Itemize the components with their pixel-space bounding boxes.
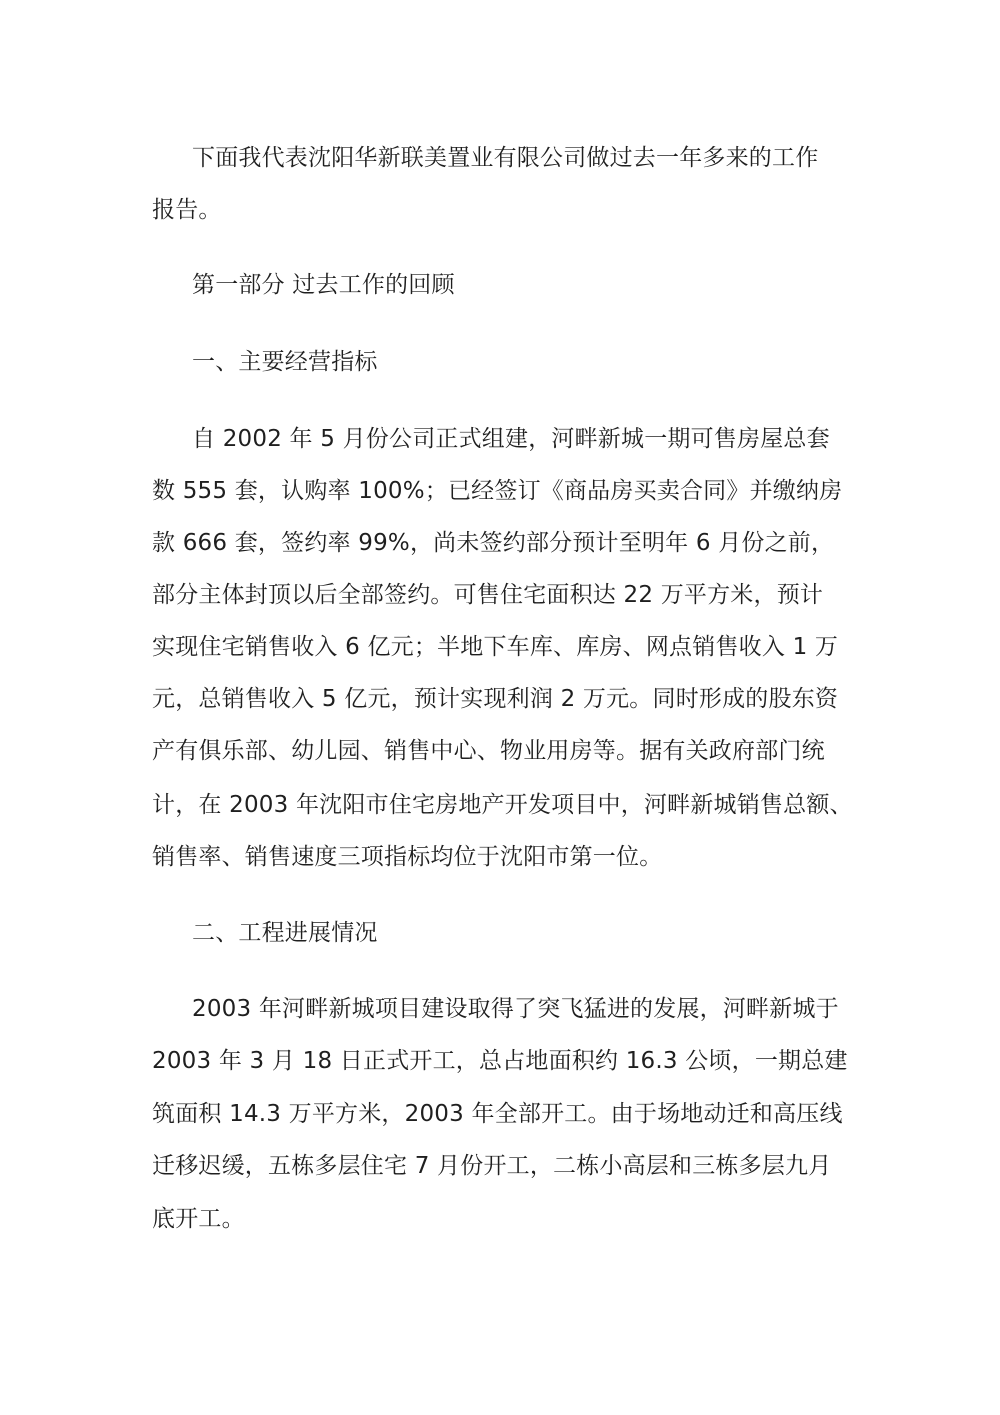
intro-line-2: 报告。 bbox=[152, 197, 222, 223]
section1-line-8: 计，在 2003 年沈阳市住宅房地产开发项目中，河畔新城销售总额、 bbox=[152, 792, 853, 818]
section1-heading: 一、主要经营指标 bbox=[192, 349, 378, 375]
section1-line-2: 数 555 套，认购率 100%；已经签订《商品房买卖合同》并缴纳房 bbox=[152, 478, 843, 504]
part-heading: 第一部分 过去工作的回顾 bbox=[192, 272, 455, 298]
section1-line-9: 销售率、销售速度三项指标均位于沈阳市第一位。 bbox=[152, 844, 663, 870]
section1-line-1: 自 2002 年 5 月份公司正式组建，河畔新城一期可售房屋总套 bbox=[192, 426, 830, 452]
intro-line-1: 下面我代表沈阳华新联美置业有限公司做过去一年多来的工作 bbox=[192, 145, 819, 171]
section2-line-5: 底开工。 bbox=[152, 1206, 245, 1232]
section1-line-3: 款 666 套，签约率 99%，尚未签约部分预计至明年 6 月份之前， bbox=[152, 530, 835, 556]
section2-heading: 二、工程进展情况 bbox=[192, 920, 378, 946]
section1-line-7: 产有俱乐部、幼儿园、销售中心、物业用房等。据有关政府部门统 bbox=[152, 738, 825, 764]
section2-line-2: 2003 年 3 月 18 日正式开工，总占地面积约 16.3 公顷，一期总建 bbox=[152, 1048, 848, 1074]
section1-line-4: 部分主体封顶以后全部签约。可售住宅面积达 22 万平方米，预计 bbox=[152, 582, 824, 608]
section2-line-3: 筑面积 14.3 万平方米，2003 年全部开工。由于场地动迁和高压线 bbox=[152, 1101, 843, 1127]
section2-line-1: 2003 年河畔新城项目建设取得了突飞猛进的发展，河畔新城于 bbox=[192, 996, 839, 1022]
section2-line-4: 迁移迟缓，五栋多层住宅 7 月份开工，二栋小高层和三栋多层九月 bbox=[152, 1153, 832, 1179]
section1-line-6: 元，总销售收入 5 亿元，预计实现利润 2 万元。同时形成的股东资 bbox=[152, 686, 839, 712]
section1-line-5: 实现住宅销售收入 6 亿元；半地下车库、库房、网点销售收入 1 万 bbox=[152, 634, 839, 660]
